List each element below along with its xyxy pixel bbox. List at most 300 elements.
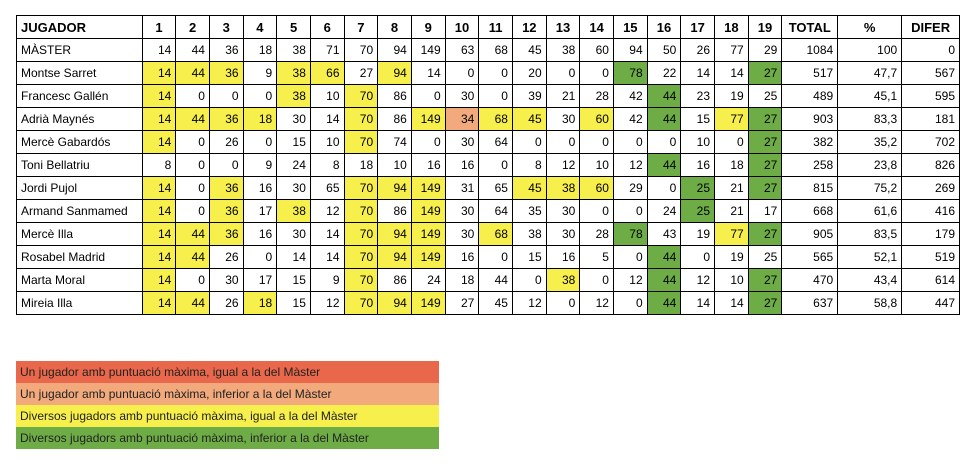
- table-row: [17, 62, 960, 85]
- score-cell: 27: [344, 62, 378, 85]
- score-cell: 0: [647, 131, 681, 154]
- score-cell: 15: [512, 246, 546, 269]
- column-header-18: 18: [715, 16, 749, 39]
- score-cell: 94: [613, 39, 647, 62]
- score-cell: 0: [902, 39, 960, 62]
- score-cell: 44: [176, 292, 210, 315]
- score-cell: 5: [580, 246, 614, 269]
- table-row: [17, 108, 960, 131]
- score-cell: 30: [277, 108, 311, 131]
- color-legend: [16, 361, 439, 449]
- score-cell: 27: [748, 292, 782, 315]
- score-cell: 181: [902, 108, 960, 131]
- score-cell: 44: [647, 292, 681, 315]
- score-cell: 77: [715, 39, 749, 62]
- column-header-8: 8: [378, 16, 412, 39]
- score-cell: 826: [902, 154, 960, 177]
- column-header-5: 5: [277, 16, 311, 39]
- score-cell: 14: [142, 223, 176, 246]
- score-cell: 42: [613, 108, 647, 131]
- score-cell: 0: [176, 200, 210, 223]
- score-cell: 19: [715, 85, 749, 108]
- column-header-total: TOTAL: [782, 16, 838, 39]
- score-cell: 0: [209, 154, 243, 177]
- score-cell: 60: [580, 108, 614, 131]
- score-cell: 16: [445, 154, 479, 177]
- score-cell: 94: [378, 292, 412, 315]
- score-cell: 0: [546, 131, 580, 154]
- table-row: [17, 246, 960, 269]
- score-cell: 8: [142, 154, 176, 177]
- score-cell: 60: [580, 177, 614, 200]
- column-header-jugador: JUGADOR: [17, 16, 143, 39]
- score-cell: 416: [902, 200, 960, 223]
- player-name: Rosabel Madrid: [17, 246, 143, 269]
- score-cell: 100: [838, 39, 902, 62]
- score-cell: 9: [243, 154, 277, 177]
- score-cell: 0: [546, 292, 580, 315]
- score-cell: 12: [546, 154, 580, 177]
- score-cell: 10: [580, 154, 614, 177]
- score-cell: 70: [344, 246, 378, 269]
- score-table: [16, 15, 960, 315]
- score-cell: 12: [310, 200, 344, 223]
- score-cell: 14: [277, 246, 311, 269]
- score-cell: 68: [479, 39, 513, 62]
- column-header-percent: %: [838, 16, 902, 39]
- score-cell: 36: [209, 39, 243, 62]
- score-cell: 258: [782, 154, 838, 177]
- score-cell: 447: [902, 292, 960, 315]
- score-cell: 0: [176, 154, 210, 177]
- score-cell: 0: [512, 269, 546, 292]
- score-cell: 19: [681, 223, 715, 246]
- player-name: Montse Sarret: [17, 62, 143, 85]
- score-cell: 36: [209, 177, 243, 200]
- header-row: [17, 16, 960, 39]
- player-name: MÀSTER: [17, 39, 143, 62]
- score-cell: 21: [715, 177, 749, 200]
- score-cell: 0: [580, 131, 614, 154]
- score-cell: 12: [681, 269, 715, 292]
- score-cell: 0: [411, 131, 445, 154]
- score-cell: 14: [142, 246, 176, 269]
- score-cell: 0: [580, 269, 614, 292]
- score-cell: 58,8: [838, 292, 902, 315]
- score-cell: 0: [243, 131, 277, 154]
- score-cell: 14: [142, 62, 176, 85]
- table-row: [17, 154, 960, 177]
- score-cell: 14: [715, 62, 749, 85]
- score-cell: 24: [411, 269, 445, 292]
- score-cell: 38: [277, 39, 311, 62]
- score-cell: 12: [512, 292, 546, 315]
- score-cell: 14: [142, 292, 176, 315]
- score-cell: 43: [647, 223, 681, 246]
- score-cell: 21: [715, 200, 749, 223]
- column-header-10: 10: [445, 16, 479, 39]
- score-cell: 0: [613, 292, 647, 315]
- score-cell: 14: [142, 39, 176, 62]
- score-cell: 75,2: [838, 177, 902, 200]
- score-cell: 18: [243, 39, 277, 62]
- score-cell: 668: [782, 200, 838, 223]
- score-cell: 29: [613, 177, 647, 200]
- column-header-15: 15: [613, 16, 647, 39]
- score-cell: 567: [902, 62, 960, 85]
- score-cell: 83,5: [838, 223, 902, 246]
- score-cell: 38: [277, 62, 311, 85]
- score-cell: 10: [681, 131, 715, 154]
- score-cell: 12: [613, 154, 647, 177]
- score-cell: 12: [613, 269, 647, 292]
- score-cell: 149: [411, 200, 445, 223]
- score-cell: 38: [546, 269, 580, 292]
- score-cell: 1084: [782, 39, 838, 62]
- score-cell: 70: [344, 269, 378, 292]
- player-name: Mireia Illa: [17, 292, 143, 315]
- score-cell: 14: [310, 246, 344, 269]
- score-cell: 25: [748, 246, 782, 269]
- score-cell: 86: [378, 85, 412, 108]
- score-cell: 64: [479, 200, 513, 223]
- score-cell: 63: [445, 39, 479, 62]
- column-header-4: 4: [243, 16, 277, 39]
- score-cell: 0: [479, 246, 513, 269]
- score-cell: 70: [344, 292, 378, 315]
- score-cell: 44: [176, 39, 210, 62]
- column-header-14: 14: [580, 16, 614, 39]
- score-cell: 0: [243, 85, 277, 108]
- score-cell: 0: [479, 154, 513, 177]
- score-cell: 77: [715, 223, 749, 246]
- score-cell: 903: [782, 108, 838, 131]
- table-row: [17, 39, 960, 62]
- score-cell: 65: [310, 177, 344, 200]
- score-cell: 149: [411, 246, 445, 269]
- score-cell: 39: [512, 85, 546, 108]
- column-header-6: 6: [310, 16, 344, 39]
- legend-item: Un jugador amb puntuació màxima, inferior a la del Màster: [16, 383, 439, 405]
- score-cell: 0: [445, 62, 479, 85]
- column-header-2: 2: [176, 16, 210, 39]
- player-name: Toni Bellatriu: [17, 154, 143, 177]
- score-cell: 18: [243, 108, 277, 131]
- score-cell: 70: [344, 223, 378, 246]
- score-cell: 14: [681, 62, 715, 85]
- score-cell: 269: [902, 177, 960, 200]
- score-cell: 86: [378, 269, 412, 292]
- score-cell: 64: [479, 131, 513, 154]
- score-cell: 45: [512, 39, 546, 62]
- player-name: Mercè Illa: [17, 223, 143, 246]
- score-cell: 27: [748, 223, 782, 246]
- score-cell: 0: [479, 85, 513, 108]
- score-cell: 44: [647, 246, 681, 269]
- score-cell: 70: [344, 85, 378, 108]
- legend-item: Un jugador amb puntuació màxima, igual a la del Màster: [16, 361, 439, 383]
- score-cell: 17: [243, 269, 277, 292]
- score-cell: 0: [613, 131, 647, 154]
- table-row: [17, 269, 960, 292]
- column-header-difer: DIFER: [902, 16, 960, 39]
- score-cell: 14: [142, 85, 176, 108]
- score-cell: 38: [277, 85, 311, 108]
- score-cell: 27: [748, 269, 782, 292]
- score-cell: 70: [344, 108, 378, 131]
- score-cell: 0: [715, 131, 749, 154]
- score-cell: 24: [647, 200, 681, 223]
- score-cell: 38: [512, 223, 546, 246]
- score-cell: 44: [176, 223, 210, 246]
- score-cell: 0: [176, 85, 210, 108]
- score-cell: 14: [142, 200, 176, 223]
- score-cell: 30: [445, 223, 479, 246]
- score-cell: 35,2: [838, 131, 902, 154]
- table-row: [17, 177, 960, 200]
- score-cell: 70: [344, 200, 378, 223]
- score-cell: 30: [445, 200, 479, 223]
- player-name: Armand Sanmamed: [17, 200, 143, 223]
- score-cell: 14: [142, 108, 176, 131]
- score-cell: 29: [748, 39, 782, 62]
- score-cell: 70: [344, 131, 378, 154]
- score-cell: 70: [344, 39, 378, 62]
- score-cell: 15: [277, 131, 311, 154]
- score-cell: 382: [782, 131, 838, 154]
- player-name: Adrià Maynés: [17, 108, 143, 131]
- score-cell: 78: [613, 62, 647, 85]
- player-name: Jordi Pujol: [17, 177, 143, 200]
- score-cell: 38: [546, 177, 580, 200]
- score-cell: 34: [445, 108, 479, 131]
- score-cell: 94: [378, 223, 412, 246]
- score-cell: 0: [411, 85, 445, 108]
- score-cell: 28: [580, 85, 614, 108]
- score-cell: 66: [310, 62, 344, 85]
- score-cell: 30: [277, 177, 311, 200]
- score-cell: 42: [613, 85, 647, 108]
- score-cell: 15: [681, 108, 715, 131]
- score-cell: 77: [715, 108, 749, 131]
- score-cell: 17: [243, 200, 277, 223]
- score-cell: 25: [681, 200, 715, 223]
- score-cell: 50: [647, 39, 681, 62]
- score-cell: 9: [310, 269, 344, 292]
- score-cell: 38: [546, 39, 580, 62]
- score-cell: 614: [902, 269, 960, 292]
- score-cell: 12: [310, 292, 344, 315]
- table-row: [17, 131, 960, 154]
- score-cell: 14: [715, 292, 749, 315]
- score-cell: 179: [902, 223, 960, 246]
- score-cell: 14: [142, 177, 176, 200]
- score-cell: 44: [176, 108, 210, 131]
- score-cell: 25: [681, 177, 715, 200]
- score-cell: 74: [378, 131, 412, 154]
- score-cell: 14: [310, 108, 344, 131]
- score-cell: 0: [613, 200, 647, 223]
- score-cell: 31: [445, 177, 479, 200]
- score-cell: 10: [378, 154, 412, 177]
- score-cell: 44: [176, 62, 210, 85]
- table-row: [17, 223, 960, 246]
- score-cell: 30: [445, 85, 479, 108]
- score-cell: 595: [902, 85, 960, 108]
- score-cell: 65: [479, 177, 513, 200]
- table-row: [17, 292, 960, 315]
- table-row: [17, 200, 960, 223]
- score-cell: 27: [748, 154, 782, 177]
- score-cell: 0: [647, 177, 681, 200]
- score-cell: 16: [681, 154, 715, 177]
- score-cell: 45: [512, 108, 546, 131]
- score-cell: 0: [176, 177, 210, 200]
- score-cell: 36: [209, 62, 243, 85]
- player-name: Mercè Gabardós: [17, 131, 143, 154]
- score-cell: 45: [512, 177, 546, 200]
- score-cell: 44: [647, 108, 681, 131]
- score-cell: 38: [277, 200, 311, 223]
- score-cell: 10: [310, 131, 344, 154]
- score-cell: 52,1: [838, 246, 902, 269]
- score-cell: 24: [277, 154, 311, 177]
- table-row: [17, 85, 960, 108]
- score-cell: 15: [277, 269, 311, 292]
- score-cell: 27: [748, 177, 782, 200]
- score-cell: 702: [902, 131, 960, 154]
- score-cell: 26: [209, 292, 243, 315]
- score-cell: 45,1: [838, 85, 902, 108]
- score-cell: 9: [243, 62, 277, 85]
- score-cell: 15: [277, 292, 311, 315]
- score-cell: 30: [445, 131, 479, 154]
- score-cell: 0: [546, 62, 580, 85]
- column-header-13: 13: [546, 16, 580, 39]
- score-cell: 26: [209, 131, 243, 154]
- score-cell: 22: [647, 62, 681, 85]
- column-header-19: 19: [748, 16, 782, 39]
- score-cell: 23: [681, 85, 715, 108]
- score-cell: 149: [411, 39, 445, 62]
- score-cell: 44: [479, 269, 513, 292]
- score-cell: 30: [546, 200, 580, 223]
- score-cell: 43,4: [838, 269, 902, 292]
- score-cell: 149: [411, 108, 445, 131]
- score-cell: 60: [580, 39, 614, 62]
- score-cell: 27: [748, 131, 782, 154]
- score-cell: 149: [411, 223, 445, 246]
- score-cell: 68: [479, 223, 513, 246]
- score-cell: 86: [378, 200, 412, 223]
- score-cell: 25: [748, 85, 782, 108]
- score-cell: 16: [243, 177, 277, 200]
- score-cell: 16: [411, 154, 445, 177]
- score-cell: 21: [546, 85, 580, 108]
- column-header-9: 9: [411, 16, 445, 39]
- score-cell: 0: [479, 62, 513, 85]
- table-body: [17, 39, 960, 315]
- score-cell: 30: [209, 269, 243, 292]
- column-header-17: 17: [681, 16, 715, 39]
- score-cell: 35: [512, 200, 546, 223]
- score-cell: 26: [681, 39, 715, 62]
- score-cell: 27: [748, 62, 782, 85]
- column-header-1: 1: [142, 16, 176, 39]
- score-cell: 94: [378, 62, 412, 85]
- score-cell: 18: [445, 269, 479, 292]
- score-cell: 78: [613, 223, 647, 246]
- score-cell: 14: [411, 62, 445, 85]
- score-cell: 14: [142, 269, 176, 292]
- score-cell: 23,8: [838, 154, 902, 177]
- score-cell: 0: [580, 200, 614, 223]
- score-cell: 14: [142, 131, 176, 154]
- column-header-7: 7: [344, 16, 378, 39]
- score-cell: 12: [580, 292, 614, 315]
- player-name: Marta Moral: [17, 269, 143, 292]
- score-cell: 8: [310, 154, 344, 177]
- score-cell: 70: [344, 177, 378, 200]
- score-cell: 94: [378, 39, 412, 62]
- score-cell: 45: [479, 292, 513, 315]
- score-cell: 61,6: [838, 200, 902, 223]
- score-cell: 94: [378, 246, 412, 269]
- score-cell: 44: [176, 246, 210, 269]
- player-name: Francesc Gallén: [17, 85, 143, 108]
- score-cell: 10: [715, 269, 749, 292]
- score-cell: 905: [782, 223, 838, 246]
- score-cell: 19: [715, 246, 749, 269]
- score-cell: 68: [479, 108, 513, 131]
- score-cell: 83,3: [838, 108, 902, 131]
- score-cell: 86: [378, 108, 412, 131]
- score-cell: 8: [512, 154, 546, 177]
- score-cell: 30: [546, 223, 580, 246]
- score-cell: 815: [782, 177, 838, 200]
- score-cell: 44: [647, 85, 681, 108]
- score-cell: 10: [310, 85, 344, 108]
- score-cell: 0: [580, 62, 614, 85]
- score-cell: 565: [782, 246, 838, 269]
- score-cell: 470: [782, 269, 838, 292]
- score-cell: 16: [445, 246, 479, 269]
- score-cell: 36: [209, 223, 243, 246]
- score-cell: 26: [209, 246, 243, 269]
- score-cell: 489: [782, 85, 838, 108]
- score-cell: 27: [445, 292, 479, 315]
- score-cell: 28: [580, 223, 614, 246]
- column-header-12: 12: [512, 16, 546, 39]
- legend-item: Diversos jugadors amb puntuació màxima, inferior a la del Màster: [16, 427, 439, 449]
- score-cell: 14: [681, 292, 715, 315]
- score-cell: 149: [411, 177, 445, 200]
- score-cell: 27: [748, 108, 782, 131]
- score-cell: 30: [546, 108, 580, 131]
- score-cell: 14: [310, 223, 344, 246]
- score-cell: 0: [681, 246, 715, 269]
- score-cell: 71: [310, 39, 344, 62]
- score-cell: 44: [647, 269, 681, 292]
- score-cell: 44: [647, 154, 681, 177]
- score-cell: 16: [546, 246, 580, 269]
- score-cell: 18: [243, 292, 277, 315]
- score-cell: 16: [243, 223, 277, 246]
- column-header-3: 3: [209, 16, 243, 39]
- score-cell: 47,7: [838, 62, 902, 85]
- score-cell: 0: [613, 246, 647, 269]
- score-cell: 0: [512, 131, 546, 154]
